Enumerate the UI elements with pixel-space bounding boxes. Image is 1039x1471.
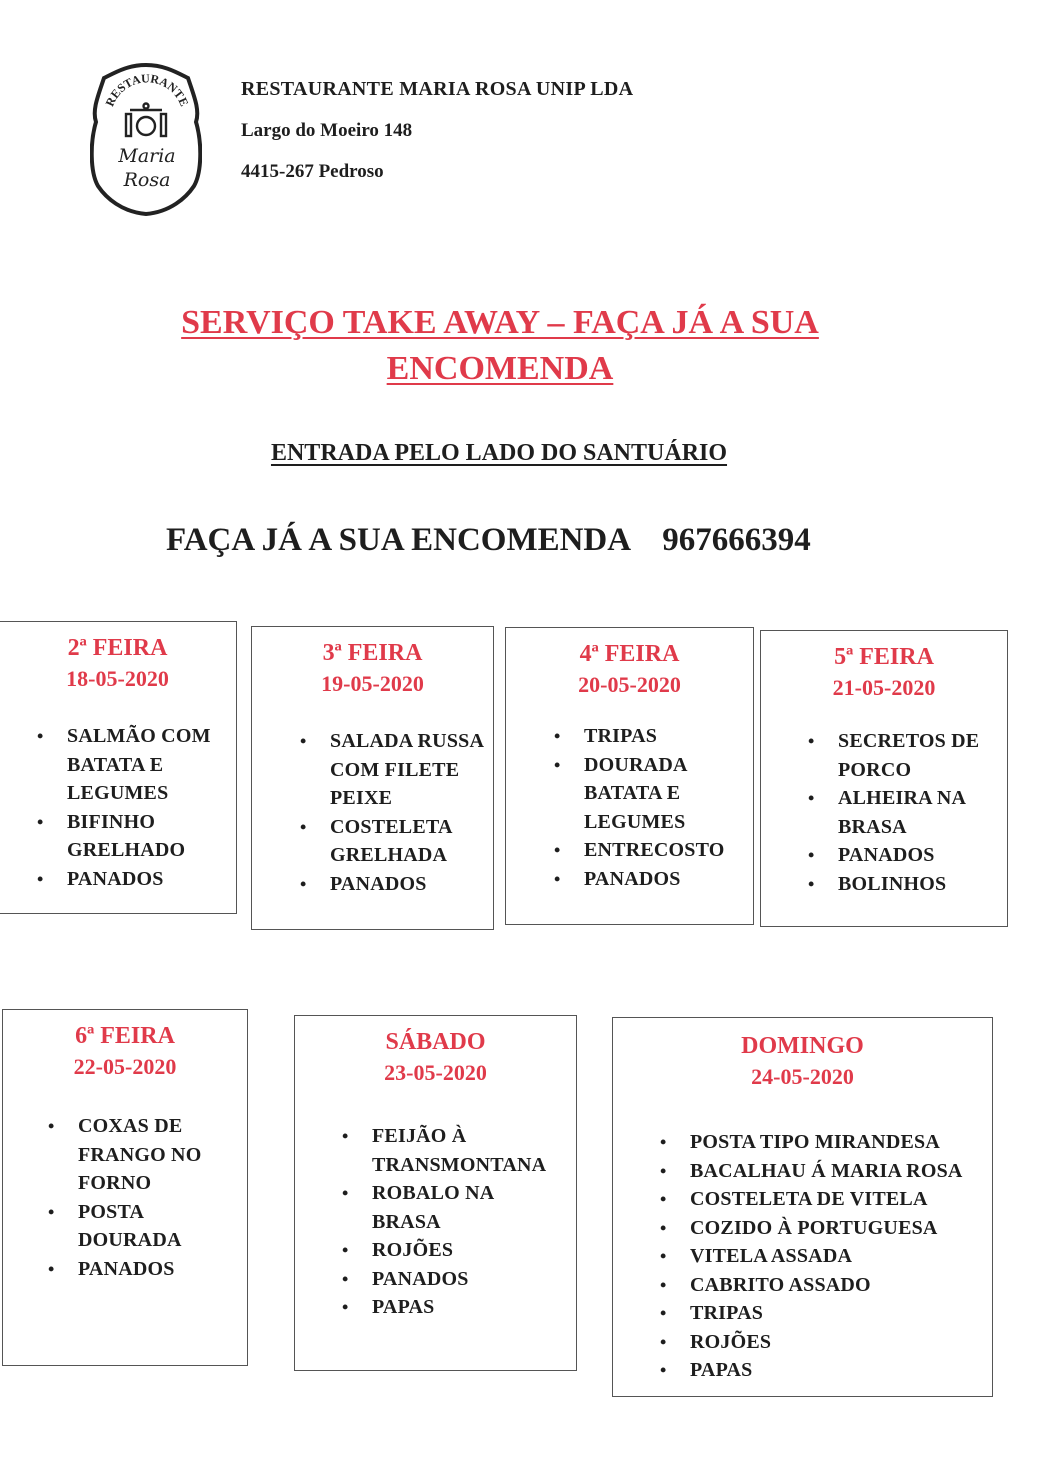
menu-item: • SALMÃO COM BATATA E LEGUMES (67, 722, 227, 808)
menu-item: • POSTA TIPO MIRANDESA (690, 1128, 992, 1157)
entrance-text: ENTRADA PELO LADO DO SANTUÁRIO (270, 440, 728, 466)
day-card-sunday (612, 1017, 993, 1397)
menu-item: • PAPAS (372, 1293, 576, 1322)
day-name: 6ª FEIRA (75, 1023, 175, 1049)
day-name: 5ª FEIRA (834, 644, 934, 670)
entrance-note (0, 440, 998, 467)
day-card-wednesday (505, 627, 754, 925)
restaurant-logo (90, 62, 202, 217)
company-address: Largo do Moeiro 148 (241, 120, 413, 141)
menu-item: • SECRETOS DE PORCO (838, 727, 998, 784)
menu-list (761, 727, 1007, 898)
menu-item: • COXAS DE FRANGO NO FORNO (78, 1112, 218, 1198)
menu-item: • CABRITO ASSADO (690, 1271, 992, 1300)
headline-line1: SERVIÇO TAKE AWAY – FAÇA JÁ A SUA (181, 304, 819, 341)
day-card-tuesday (251, 626, 494, 930)
logo-arc-text: RESTAURANTE (102, 71, 192, 109)
takeaway-headline (0, 300, 1000, 392)
menu-item: • ALHEIRA NA BRASA (838, 784, 988, 841)
day-name: DOMINGO (741, 1033, 864, 1059)
day-date: 18-05-2020 (66, 666, 169, 691)
day-name: 4ª FEIRA (579, 641, 680, 667)
logo-script-rosa: Rosa (123, 169, 171, 191)
day-date: 23-05-2020 (384, 1060, 487, 1085)
menu-item: • VITELA ASSADA (690, 1242, 992, 1271)
menu-item: • BIFINHO GRELHADO (67, 808, 227, 865)
menu-item: • PANADOS (78, 1255, 247, 1284)
menu-item: • PANADOS (330, 870, 493, 899)
menu-list (613, 1128, 992, 1385)
menu-list (295, 1122, 576, 1322)
company-name: RESTAURANTE MARIA ROSA UNIP LDA (241, 78, 634, 100)
day-card-thursday (760, 630, 1008, 927)
menu-item: • ROJÕES (690, 1328, 992, 1357)
day-name: SÁBADO (385, 1029, 486, 1055)
menu-item: • POSTA DOURADA (78, 1198, 188, 1255)
menu-list (3, 1112, 247, 1283)
day-date: 19-05-2020 (321, 671, 424, 696)
menu-item: • DOURADA BATATA E LEGUMES (584, 751, 704, 837)
day-name: 3ª FEIRA (322, 640, 423, 666)
menu-item: • COSTELETA DE VITELA (690, 1185, 992, 1214)
menu-item: • COZIDO À PORTUGUESA (690, 1214, 992, 1243)
menu-item: • COSTELETA GRELHADA (330, 813, 470, 870)
day-name: 2ª FEIRA (67, 635, 168, 661)
menu-item: • TRIPAS (584, 722, 753, 751)
company-postal: 4415-267 Pedroso (241, 161, 384, 182)
menu-item: • ROBALO NA BRASA (372, 1179, 512, 1236)
order-label: FAÇA JÁ A SUA ENCOMENDA (166, 522, 630, 558)
day-card-monday (0, 621, 237, 914)
menu-item: • FEIJÃO À TRANSMONTANA (372, 1122, 572, 1179)
order-line (166, 522, 811, 559)
day-date: 20-05-2020 (578, 672, 681, 697)
menu-item: • BACALHAU Á MARIA ROSA (690, 1157, 992, 1186)
menu-item: • PAPAS (690, 1356, 992, 1385)
menu-list (252, 727, 493, 898)
menu-item: • PANADOS (584, 865, 753, 894)
day-date: 24-05-2020 (751, 1064, 854, 1089)
logo-script-maria: Maria (118, 145, 176, 167)
day-date: 22-05-2020 (73, 1054, 177, 1079)
menu-list (0, 722, 236, 893)
menu-item: • ENTRECOSTO (584, 836, 753, 865)
company-info (241, 78, 633, 202)
day-card-friday (2, 1009, 248, 1366)
menu-item: • BOLINHOS (838, 870, 1007, 899)
headline-line2: ENCOMENDA (386, 350, 614, 387)
menu-item: • PANADOS (838, 841, 1007, 870)
menu-item: • SALADA RUSSA COM FILETE PEIXE (330, 727, 490, 813)
menu-item: • ROJÕES (372, 1236, 576, 1265)
cloche-plate-icon (126, 104, 166, 137)
order-phone[interactable]: 967666394 (662, 522, 811, 558)
day-card-saturday (294, 1015, 577, 1371)
menu-item: • PANADOS (67, 865, 236, 894)
day-date: 21-05-2020 (832, 675, 936, 700)
menu-list (506, 722, 753, 893)
menu-item: • TRIPAS (690, 1299, 992, 1328)
menu-item: • PANADOS (372, 1265, 576, 1294)
